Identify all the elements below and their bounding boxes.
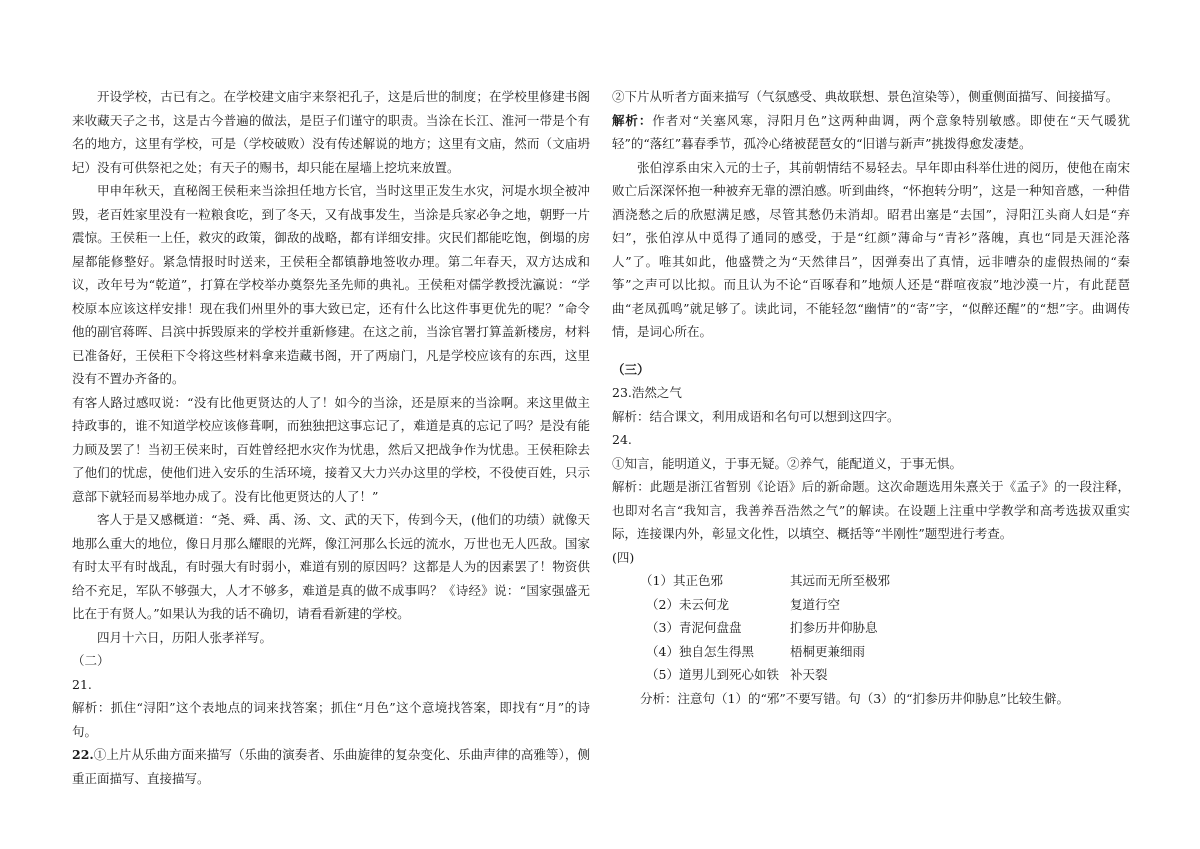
fill-row-prompt: （5）道男儿到死心如铁 [646, 667, 779, 682]
question-22-text: ①上片从乐曲方面来描写（乐曲的演奏者、乐曲旋律的复杂变化、乐曲声律的高雅等），侧重正面描写、直接描写。 [72, 747, 590, 786]
fill-row-3 [612, 616, 1130, 640]
translation-paragraph-2: 甲申年秋天，直秘阁王侯秬来当涂担任地方长官，当时这里正发生水灾，河堤水坝全被冲毁，老百姓家里没有一粒粮食吃，到了冬天，又有战事发生，当涂是兵家必争之地，朝野一片震惊。王侯秬一上任，救灾的政策，御敌的战略，都有详细安排。灾民们都能吃饱，倒塌的房屋都能修整好。紧急情报时时送来，王侯秬全都镇静地签收办理。第二年春天，双方达成和议，改年号为“乾道”，打算在学校举办奠祭先圣先师的典礼。王侯秬对儒学教授沈瀛说：“学校原本应该这样安排！现在我们州里外的事大致已定，还有什么比这件事更优先的呢？”命令他的副官蒋晖、吕滨中拆毁原来的学校并重新修建。在这之前，当涂官署打算盖新楼房，材料已准备好，王侯秬下令将这些材料拿来造藏书阁，开了两扇门，凡是学校应该有的东西，这里没有不置办齐备的。 [72, 183, 590, 386]
question-23-answer: 23.浩然之气 [612, 385, 682, 400]
translation-paragraph-3: 有客人路过感叹说：“没有比他更贤达的人了！如今的当涂，还是原来的当涂啊。来这里做主持政事的，谁不知道学校应该修葺啊，而独独把这事忘记了，难道是真的忘记了吗？是没有能力顾及罢了！当初王侯来时，百姓曾经把水灾作为忧患，然后又把战争作为忧患。王侯秬除去了他们的忧虑，使他们进入安乐的生活环境，接着又大力兴办这里的学校，不役使百姓，只示意部下就轻而易举地办成了。没有比他更贤达的人了！” [72, 394, 590, 504]
fill-row-answer: 扪参历井仰胁息 [790, 620, 878, 635]
question-23-analysis: 解析：结合课文，利用成语和名句可以想到这四字。 [612, 408, 900, 424]
section-three-heading: （三） [612, 361, 650, 377]
question-21-analysis: 解析：抓住“浔阳”这个表地点的词来找答案；抓住“月色”这个意境找答案，即找有“月”的诗句。 [72, 700, 590, 739]
fill-row-1 [612, 569, 1130, 593]
question-22-number: 22. [72, 747, 94, 762]
section-two-heading: （二） [72, 653, 110, 668]
fill-row-5 [612, 663, 1130, 687]
fill-row-prompt: （2）未云何龙 [646, 596, 729, 612]
question-21-number: 21. [72, 676, 92, 692]
spacer [612, 344, 1130, 358]
fill-row-2 [612, 593, 1130, 617]
translation-signature: 四月十六日，历阳人张孝祥写。 [97, 629, 273, 645]
fill-row-prompt: （3）青泥何盘盘 [646, 620, 742, 635]
question-24-number: 24. [612, 432, 632, 447]
question-22-analysis [612, 109, 1130, 156]
fill-row-prompt: （1）其正色邪 [640, 573, 723, 588]
fill-row-answer: 其远而无所至极邪 [790, 573, 891, 588]
analysis-label: 解析： [612, 112, 653, 128]
right-column [612, 85, 1130, 710]
translation-paragraph-4: 客人于是又感概道：“尧、舜、禹、汤、文、武的天下，传到今天，(他们的功绩）就像天地那么重大的地位，像日月那么耀眼的光辉，像江河那么长远的流水，万世也无人匹敌。国家有时太平有时战乱，有时强大有时弱小，难道有别的原因吗？这都是人为的因素罢了！物资供给不充足，军队不够强大，人才不够多，难道是真的做不成事吗？《诗经》说：“国家强盛无比在于有贤人。”如果认为我的话不确切，请看看新建的学校。 [72, 512, 590, 621]
fill-row-answer: 复道行空 [790, 596, 841, 612]
question-24-answer: ①知言，能明道义，于事无疑。②养气，能配道义，于事无惧。 [612, 455, 963, 471]
question-22-answer-part2: ②下片从听者方面来描写（气氛感受、典故联想、景色渲染等），侧重侧面描写、间接描写。 [612, 89, 1119, 104]
question-22-answer-part1 [72, 743, 590, 790]
fill-row-answer: 补天裂 [790, 667, 828, 682]
question-24-analysis: 解析：此题是浙江省暂别《论语》后的新命题。这次命题选用朱熹关于《孟子》的一段注释，也即对名言“我知言，我善养吾浩然之气”的解读。在设题上注重中学教学和高考选拔双重实际，连接课内外，彰显文化性，以填空、概括等“半刚性”题型进行考查。 [612, 479, 1130, 541]
left-column [72, 85, 590, 790]
fill-row-4 [612, 640, 1130, 664]
fill-row-prompt: （4）独自怎生得黑 [646, 643, 754, 659]
analysis-text: 作者对“关塞风寒，浔阳月色”这两种曲调，两个意象特别敏感。即使在“天气暖犹轻”的“落红”暮春季节，孤冷心绪被琵琶女的“旧谱与新声”挑拨得愈发凄楚。 [612, 112, 1130, 151]
fill-note: 分析：注意句（1）的“邪”不要写错。句（3）的“扪参历井仰胁息”比较生僻。 [640, 690, 1069, 706]
section-four-heading: (四) [612, 549, 635, 565]
fill-row-answer: 梧桐更兼细雨 [790, 643, 866, 659]
question-22-analysis-para2: 张伯淳系由宋入元的士子，其前朝情结不易轻去。早年即由科举仕进的阅历，使他在南宋败亡后深深怀抱一种被弃无靠的漂泊感。听到曲终，“怀抱转分明”，这是一种知音感，一种借酒浇愁之后的欣慰满足感，尽管其愁仍未消却。昭君出塞是“去国”，浔阳江头商人妇是“弃妇”，张伯淳从中觅得了通同的感受，于是“红颜”薄命与“青衫”落魄，真也“同是天涯沦落人”了。唯其如此，他盛赞之为“天然律吕”，因弹奏出了真情，远非嘈杂的虚假热闹的“秦筝”之声可以比拟。而且认为不论“百啄春和”地烦人还是“群喧夜寂”地沙漠一片，有此琵琶曲“老凤孤鸣”就足够了。读此词，不能轻忽“幽情”的“寄”字，“似醉还醒”的“想”字。曲调传情，是词心所在。 [612, 159, 1130, 339]
translation-paragraph-1: 开设学校，古已有之。在学校建文庙宇来祭祀孔子，这是后世的制度；在学校里修建书阁来收藏天子之书，这是古今普遍的做法，是臣子们谨守的职责。当涂在长江、淮河一带是个有名的地方，这里有学校，可是（学校破败）没有传述解说的地方；这里有文庙，然而（文庙坍圮）没有可供祭祀之处；有天子的赐书，却只能在屋墙上挖坑来放置。 [72, 89, 590, 175]
